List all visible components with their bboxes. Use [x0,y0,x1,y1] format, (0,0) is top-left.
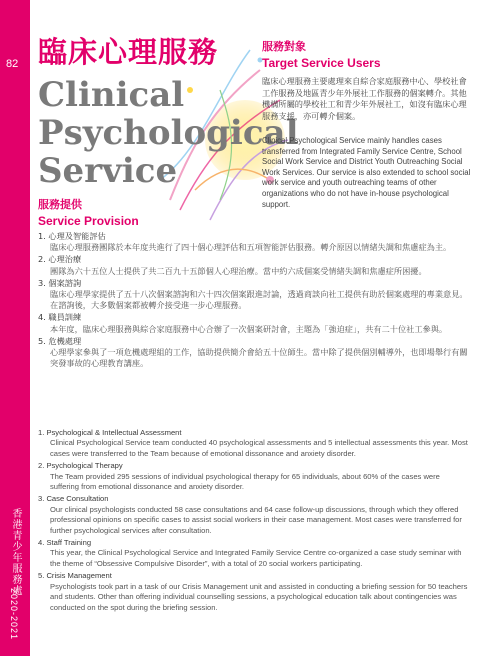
provision-list-zh [38,230,470,370]
provision-heading-en: Service Provision [38,214,139,228]
list-item-title: 3. 個案諮詢 [38,277,82,288]
list-item-title: 5. 危機處理 [38,335,82,346]
page-title-zh: 臨床心理服務 [38,35,219,69]
list-item-title: 2. Psychological Therapy [38,461,123,471]
page-title-en [38,75,299,191]
list-item-title: 4. 職員訓練 [38,312,82,323]
spine-organization: 香港青少年服務處 [10,508,21,596]
list-item-title: 1. Psychological & Intellectual Assessment [38,428,182,437]
list-item-body: Clinical Psychological Service team conducted 40 psychological assessments and 5 intellectual assessments this year. Most cases were transferred to the Team because of emotional dissonance and anxiety disorder. [50,438,468,458]
list-item-title: 2. 心理治療 [38,254,82,265]
list-item-body: Psychologists took part in a task of our Crisis Management unit and assisted in conducting a briefing session for 50 teachers and students. Other than offering individual counselling sessions, a psychological education talk about contingencies was conducted on the spot during the briefing session. [50,581,468,612]
list-item-body: 臨床心理服務團隊於本年度共進行了四十個心理評估和五項智能評估服務。轉介原因以情緒失調和焦慮症為主。 [50,242,452,253]
list-item-title: 5. Crisis Management [38,571,112,581]
target-body-en: Clinical Psychological Service mainly handles cases transferred from Integrated Family Service Centre, School Social Work Service and District Youth Outreaching Social Work Services. Our service is also extended to school social work service and youth outreaching teams of other organizations who do not have in-house psychological support. [262,136,471,209]
provision-heading-zh: 服務提供 [38,198,82,211]
title-en-line: Service [38,151,178,191]
title-en-line: Clinical [38,75,185,115]
list-item-title: 4. Staff Training [38,538,92,548]
list-item-body: 臨床心理學家提供了五十八次個案諮詢和六十四次個案跟進討論，透過商談向社工提供有助於個案處理的專業意見。在諮詢後，大多數個案都被轉介接受進一步心理服務。 [50,289,468,311]
list-item-title: 3. Case Consultation [38,494,109,504]
list-item-title: 1. 心理及智能評估 [38,231,106,241]
provision-heading [38,196,139,228]
list-item-body: This year, the Clinical Psychological Service and Integrated Family Service Centre co-organized a case study seminar with the theme of “Obsessive Compulsive Disorder”, with a total of 20 social workers participating. [50,548,462,568]
provision-list-en [38,427,470,615]
list-item-body: The Team provided 295 sessions of individual psychological therapy for 65 individuals, about 60% of the cases were suffering from emotional dissonance and anxiety disorder. [50,471,440,492]
list-item-body: Our clinical psychologists conducted 58 case consultations and 64 case follow-up discussions, through which they offered professional opinions on specific cases to assist social workers in their case management. Most cases were transferred for further psychological services after consultation. [50,504,462,535]
list-item-body: 團隊為六十五位人士提供了共二百九十五節個人心理治療。當中約六成個案受情緒失調和焦慮症所困擾。 [50,265,427,276]
target-heading-en: Target Service Users [262,56,381,70]
list-item-body: 本年度，臨床心理服務與綜合家庭服務中心合辦了一次個案研討會，主題為「強迫症」，共有二十位社工參與。 [50,323,448,334]
target-body-zh: 臨床心理服務主要處理來自綜合家庭服務中心、學校社會工作服務及地區青少年外展社工作服務的個案轉介。其他機構所屬的學校社工和青少年外展社工，如沒有臨床心理服務支援，亦可轉介個案。 [262,76,467,121]
target-heading-zh: 服務對象 [262,40,306,53]
page-number: 82 [6,58,19,70]
spine-year: 2020-2021 [9,588,19,641]
list-item-body: 心理學家參與了一項危機處理組的工作，協助提供簡介會給五十位師生。當中除了提供個別輔導外，也即場舉行有關突發事故的心理教育講座。 [50,347,468,369]
title-en-line: Psychological [38,113,299,153]
target-users-section [262,38,472,210]
